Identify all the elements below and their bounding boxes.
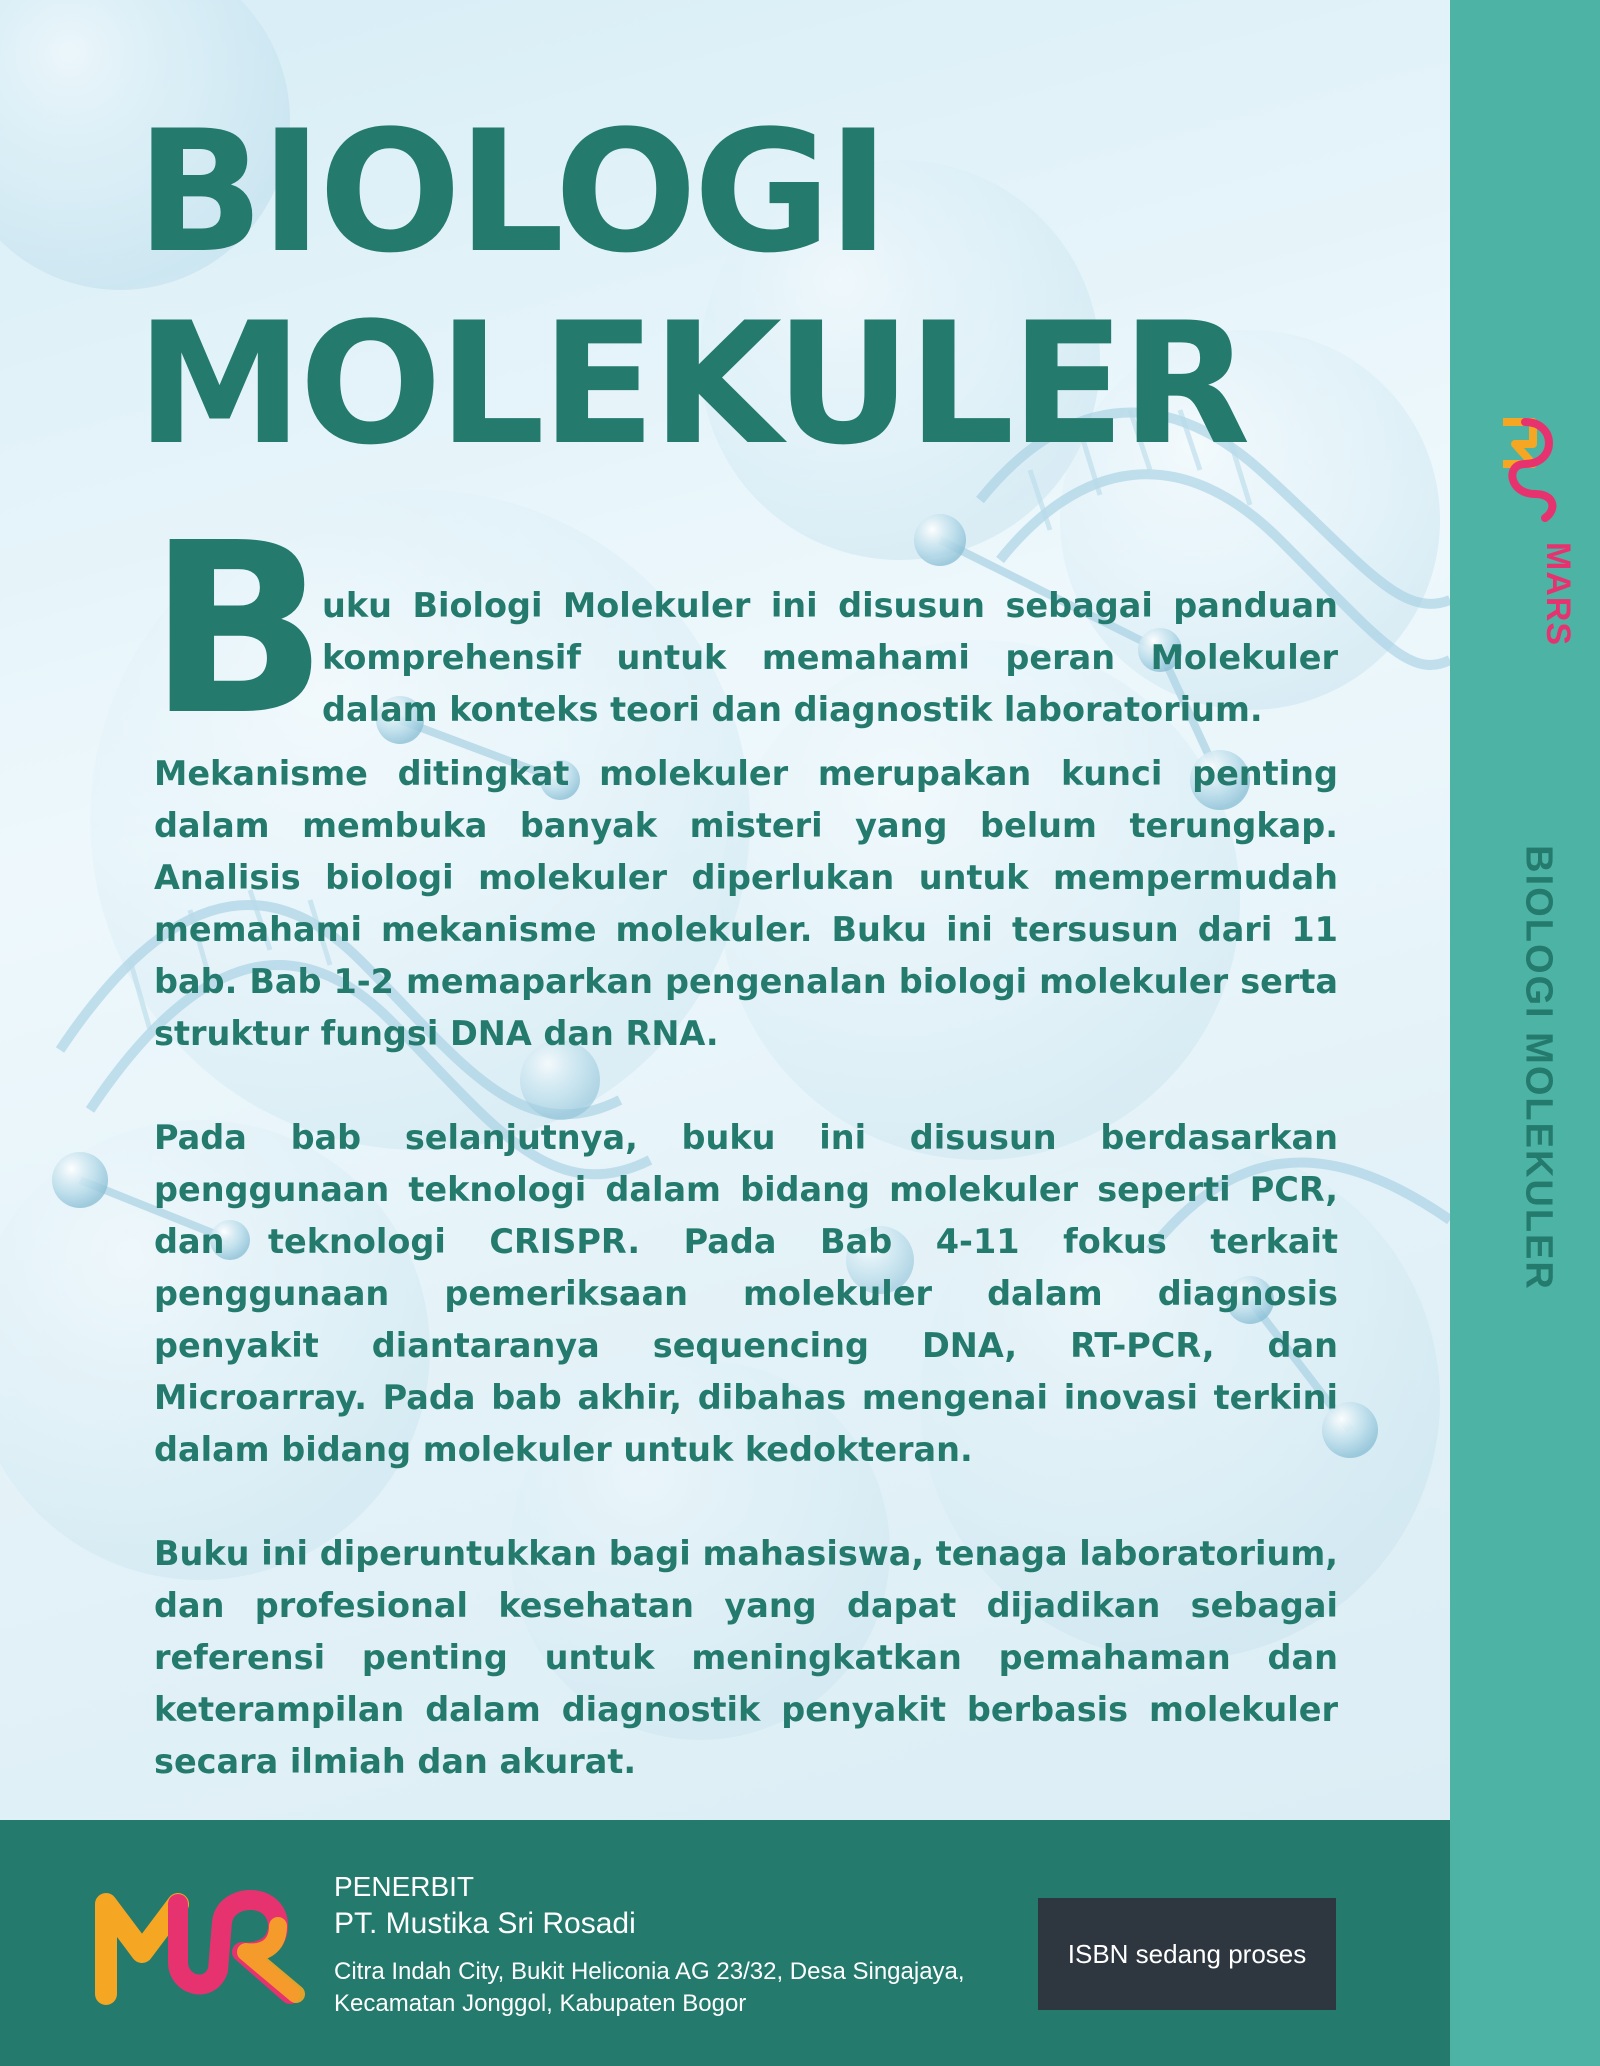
- book-title-line2: MOLEKULER: [136, 286, 1247, 482]
- blurb-paragraph: Buku ini diperuntukkan bagi mahasiswa, tenaga laboratorium, dan profesional kesehatan yang dapat dijadikan sebagai referensi penting untuk meningkatkan pemahaman dan keterampilan dalam diagnostik penyakit berbasis molekuler secara ilmiah dan akurat.: [154, 1534, 1338, 1781]
- publisher-name: PT. Mustika Sri Rosadi: [334, 1907, 636, 1940]
- blurb-paragraph: Pada bab selanjutnya, buku ini disusun berdasarkan penggunaan teknologi dalam bidang molekuler seperti PCR, dan teknologi CRISPR. Pada Bab 4-11 fokus terkait penggunaan pemeriksaan molekuler dalam diagnosis penyakit diantaranya sequencing DNA, RT-PCR, dan Microarray. Pada bab akhir, dibahas mengenai inovasi terkini dalam bidang molekuler untuk kedokteran.: [154, 1118, 1338, 1469]
- intro-paragraph: [148, 492, 1338, 767]
- book-blurb: [148, 492, 1338, 1788]
- intro-text: uku Biologi Molekuler ini disusun sebagai panduan komprehensif untuk memahami peran Molekuler dalam konteks teori dan diagnostik laboratorium.: [322, 586, 1338, 729]
- spine-title: BIOLOGI MOLEKULER: [1517, 845, 1560, 1291]
- blurb-paragraph: Mekanisme ditingkat molekuler merupakan kunci penting dalam membuka banyak misteri yang belum terungkap. Analisis biologi molekuler diperlukan untuk mempermudah memahami mekanisme molekuler. Buku ini tersusun dari 11 bab. Bab 1-2 memaparkan pengenalan biologi molekuler serta struktur fungsi DNA dan RNA.: [154, 754, 1338, 1053]
- publisher-address-line1: Citra Indah City, Bukit Heliconia AG 23/32, Desa Singajaya,: [334, 1958, 965, 1985]
- drop-cap: B: [148, 492, 328, 767]
- publisher-label: PENERBIT: [334, 1871, 475, 1902]
- isbn-box: ISBN sedang proses: [1038, 1898, 1336, 2010]
- publisher-footer: [0, 1820, 1450, 2066]
- book-title: [136, 96, 1247, 480]
- book-title-line1: BIOLOGI: [136, 94, 886, 290]
- msr-publisher-logo: [92, 1882, 316, 2008]
- publisher-address-line2: Kecamatan Jonggol, Kabupaten Bogor: [334, 1990, 747, 2017]
- publisher-info: [334, 1870, 1034, 2020]
- mars-logo-text: MARS: [1539, 542, 1577, 647]
- mars-logo: [1495, 414, 1577, 664]
